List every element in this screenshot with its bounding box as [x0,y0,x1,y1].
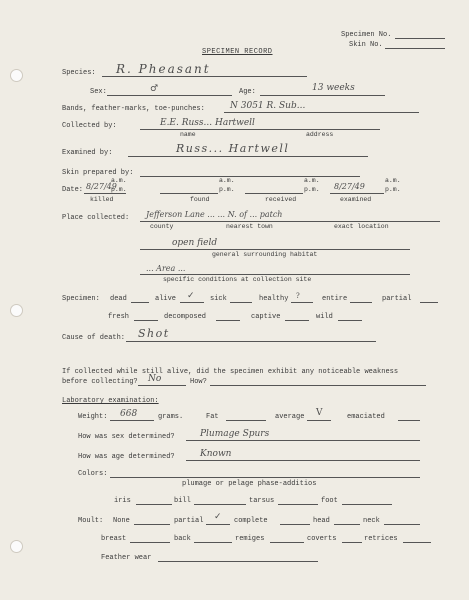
moult-neck-field[interactable] [384,524,420,525]
address-caption: address [306,131,334,138]
wild-field[interactable] [338,320,362,321]
weakness-before-label: before collecting? [62,378,138,386]
fresh-field[interactable] [134,320,158,321]
weakness-value: No [148,374,162,384]
alive-field[interactable] [180,302,204,303]
how-label: How? [190,378,207,386]
moult-remiges-label: remiges [235,535,265,543]
collected-by-value: E.E. Russ... Hartwell [160,118,255,128]
skin-no-label: Skin No. [349,41,383,49]
examined-pm: p.m. [385,186,401,193]
specimen-no-field[interactable] [395,38,445,39]
moult-none-label: None [113,517,130,525]
alive-check: ✓ [187,291,195,301]
name-caption: name [180,131,196,138]
received-caption: received [265,196,297,203]
found-date-field[interactable] [160,193,218,194]
moult-coverts-label: coverts [307,535,337,543]
age-determined-label: How was age determined? [78,453,175,461]
examined-date-value: 8/27/49 [334,182,365,191]
sex-determined-field[interactable] [186,440,420,441]
sex-determined-value: Plumage Spurs [200,429,270,439]
sex-label: Sex: [90,88,107,96]
species-label: Species: [62,69,96,77]
moult-breast-field[interactable] [130,542,170,543]
punch-hole [10,540,23,553]
iris-field[interactable] [136,504,172,505]
examined-by-value: Russ... Hartwell [176,142,290,155]
cause-of-death-field[interactable] [126,341,376,342]
punch-hole [10,69,23,82]
entire-label: entire [322,295,348,303]
examined-by-field[interactable] [128,156,368,157]
average-label: average [275,413,305,421]
foot-label: foot [321,497,338,505]
habitat-caption: general surrounding habitat [212,251,318,258]
county-caption: county [150,223,174,230]
weight-field[interactable] [110,420,154,421]
bill-label: bill [174,497,191,505]
captive-label: captive [251,313,281,321]
colors-field[interactable] [110,477,420,478]
weakness-question: If collected while still alive, did the specimen exhibit any noticeable weakness [62,368,399,376]
moult-remiges-field[interactable] [270,542,304,543]
healthy-check: ? [296,292,300,300]
conditions-value: ... Area ... [146,264,186,273]
dead-label: dead [110,295,127,303]
wild-label: wild [316,313,333,321]
moult-head-field[interactable] [334,524,360,525]
killed-caption: killed [90,196,114,203]
weight-value: 668 [120,409,138,419]
moult-label: Moult: [78,517,104,525]
habitat-field[interactable] [140,249,410,250]
killed-date-value: 8/27/49 [86,182,117,191]
species-value: R. Pheasant [116,62,211,76]
healthy-label: healthy [259,295,289,303]
received-date-field[interactable] [245,193,303,194]
age-determined-value: Known [200,449,232,459]
emaciated-field[interactable] [398,420,420,421]
moult-complete-field[interactable] [280,524,310,525]
tarsus-label: tarsus [249,497,275,505]
weakness-field[interactable] [138,385,186,386]
skin-no-field[interactable] [385,48,445,49]
collected-by-label: Collected by: [62,122,117,130]
examined-by-label: Examined by: [62,149,113,157]
fat-field[interactable] [226,420,266,421]
received-am: a.m. [304,177,320,184]
healthy-field[interactable] [291,302,313,303]
moult-neck-label: neck [363,517,380,525]
place-collected-value: Jefferson Lane ... ... N. of ... patch [146,210,283,219]
place-collected-field[interactable] [140,221,440,222]
bands-value: N 3051 R. Sub... [230,101,306,111]
foot-field[interactable] [342,504,392,505]
sex-field[interactable] [107,95,232,96]
sex-value: ♂ [150,84,159,94]
partial-field[interactable] [420,302,438,303]
conditions-caption: specific conditions at collection site [163,276,312,283]
moult-retrices-field[interactable] [403,542,431,543]
date-label: Date: [62,186,84,194]
found-caption: found [190,196,210,203]
moult-partial-field[interactable] [206,524,230,525]
skin-prepared-by-label: Skin prepared by: [62,169,134,177]
moult-back-label: back [174,535,191,543]
found-pm: p.m. [219,186,235,193]
moult-breast-label: breast [101,535,127,543]
dead-field[interactable] [131,302,149,303]
sick-label: sick [210,295,227,303]
plumage-caption: plumage or pelage phase-additios [182,480,317,488]
collected-by-field[interactable] [140,129,380,130]
age-field[interactable] [260,95,385,96]
fat-label: Fat [206,413,219,421]
average-field[interactable] [307,420,331,421]
examined-date-field[interactable] [330,193,384,194]
cause-of-death-label: Cause of death: [62,334,126,342]
grams-label: grams. [158,413,184,421]
how-field[interactable] [210,385,426,386]
habitat-value: open field [172,238,218,248]
moult-partial-check: ✓ [214,512,222,522]
decomposed-field[interactable] [216,320,240,321]
cause-of-death-value: Shot [138,327,170,340]
bands-label: Bands, feather-marks, toe-punches: [62,105,205,113]
lab-exam-title: Laboratory examination: [62,397,159,405]
specimen-label: Specimen: [62,295,100,303]
moult-retrices-label: retrices [364,535,398,543]
punch-hole [10,304,23,317]
specimen-no-label: Specimen No. [341,31,392,39]
received-pm: p.m. [304,186,320,193]
found-am: a.m. [219,177,235,184]
exact-location-caption: exact location [334,223,389,230]
killed-pm: p.m. [111,186,127,193]
moult-head-label: head [313,517,330,525]
alive-label: alive [155,295,177,303]
tarsus-field[interactable] [278,504,318,505]
place-collected-label: Place collected: [62,214,130,222]
captive-field[interactable] [285,320,309,321]
sick-field[interactable] [230,302,252,303]
moult-back-field[interactable] [194,542,232,543]
species-field[interactable] [102,76,307,77]
skin-prepared-by-field[interactable] [140,176,360,177]
killed-am: a.m. [111,177,127,184]
moult-partial-label: partial [174,517,204,525]
feather-wear-field[interactable] [158,561,318,562]
feather-wear-label: Feather wear [101,554,152,562]
conditions-field[interactable] [140,274,410,275]
age-value: 13 weeks [312,83,355,93]
killed-date-field[interactable] [84,193,126,194]
entire-field[interactable] [350,302,372,303]
examined-am: a.m. [385,177,401,184]
age-determined-field[interactable] [186,460,420,461]
nearest-town-caption: nearest town [226,223,273,230]
moult-coverts-field[interactable] [342,542,362,543]
average-check: V [316,408,323,418]
examined-caption: examined [340,196,372,203]
partial-label: partial [382,295,412,303]
fresh-label: fresh [108,313,130,321]
emaciated-label: emaciated [347,413,385,421]
weight-label: Weight: [78,413,108,421]
page-title: SPECIMEN RECORD [202,48,273,56]
bill-field[interactable] [194,504,246,505]
sex-determined-label: How was sex determined? [78,433,175,441]
bands-field[interactable] [224,112,419,113]
moult-complete-label: complete [234,517,268,525]
colors-label: Colors: [78,470,108,478]
iris-label: iris [114,497,131,505]
decomposed-label: decomposed [164,313,207,321]
moult-none-field[interactable] [134,524,170,525]
age-label: Age: [239,88,256,96]
